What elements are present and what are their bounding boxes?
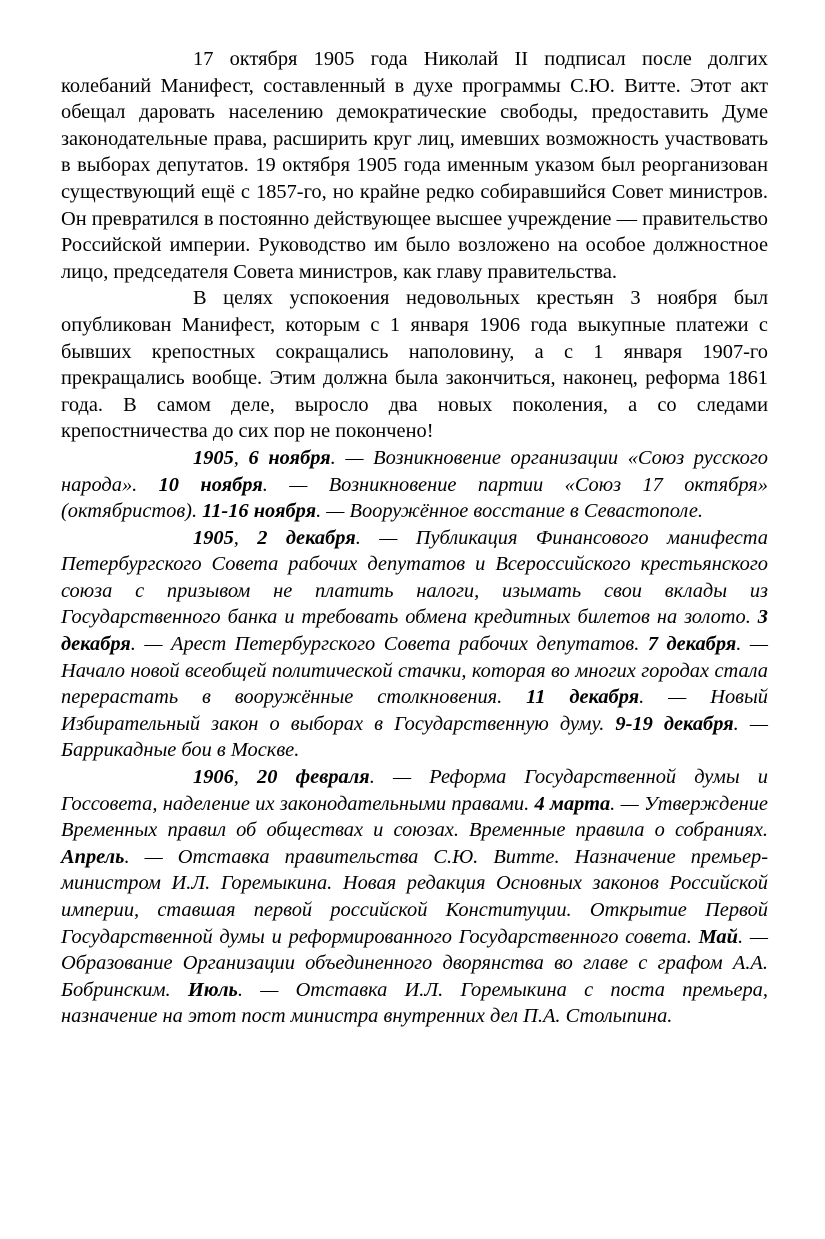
text-run: . — Возникновение организации «Союз русского народа». (61, 446, 768, 496)
text-run: . — Публикация Финансового манифеста Петербургского Совета рабочих депутатов и Всероссийского крестьянского союза с призывом не платить налоги, изымать свои вклады из Государственного банка и требовать обмена кредитных билетов на золото. (61, 526, 768, 629)
text-run: . — Вооружённое восстание в Севастополе. (316, 500, 703, 523)
bold-date-run: Май (698, 925, 738, 948)
text-run: . — Отставка правительства С.Ю. Витте. Назначение премьер-министром И.Л. Горемыкина. Новая редакция Основных законов Российской империи, ставшая первой российской Конституции. Открытие Первой Государственной думы и реформированного Государственного совета. (61, 845, 768, 948)
bold-date-run: 11-16 ноября (202, 500, 317, 523)
bold-date-run: 1906 (193, 766, 234, 789)
text-run: . — Возникновение партии «Союз 17 октября» (октябристов). (61, 473, 768, 523)
document-page (61, 46, 768, 1030)
text-run: . — Реформа Государственной думы и Госсовета, наделение их законодательными правами. (61, 766, 768, 815)
bold-date-run: 20 февраля (257, 766, 370, 789)
text-run: . — Утверждение Временных правил об обществах и союзах. Временные правила о собраниях. (61, 792, 768, 842)
text-run: , (233, 446, 249, 469)
text-run: . — Баррикадные бои в Москве. (61, 712, 768, 762)
bold-date-run: 9-19 декабря (615, 712, 734, 735)
bold-date-run: 1905 (193, 446, 234, 469)
bold-date-run: Апрель (61, 845, 125, 868)
text-run: , (233, 526, 258, 549)
paragraph-peasants (61, 285, 768, 445)
chronology-1905-december (61, 525, 768, 764)
text-run: В целях успокоения недовольных крестьян 3 ноября был опубликован Манифест, которым с 1 января 1906 года выкупные платежи с бывших крепостных сокращались наполовину, а с 1 января 1907-го прекращались вообще. Этим должна была закончиться, наконец, реформа 1861 года. В самом деле, выросло два новых поколения, а со следами крепостничества до сих пор не покончено! (61, 287, 768, 443)
bold-date-run: 2 декабря (257, 526, 356, 549)
text-run: , (233, 766, 258, 789)
bold-date-run: 10 ноября (158, 473, 263, 496)
chronology-1905-november (61, 445, 768, 525)
text-run: . — Арест Петербургского Совета рабочих депутатов. (130, 633, 648, 656)
bold-date-run: Июль (187, 978, 238, 1001)
bold-date-run: 3 декабря (61, 606, 768, 656)
text-run: 17 октября 1905 года Николай II подписал после долгих колебаний Манифест, составленный в духе программы С.Ю. Витте. Этот акт обещал даровать населению демократические свободы, предоставить Думе законодательные права, расширить круг лиц, имевших возможность участвовать в выборах депутатов. 19 октября 1905 года именным указом был реорганизован существующий ещё с 1857-го, но крайне редко собиравшийся Совет министров. Он превратился в постоянно действующее высшее учреждение — правительство Российской империи. Руководство им было возложено на особое должностное лицо, председателя Совета министров, как главу правительства. (61, 48, 768, 283)
text-run: . — Отставка И.Л. Горемыкина с поста премьера, назначение на этот пост министра внутренних дел П.А. Столыпина. (61, 978, 768, 1028)
text-run: . — Начало новой всеобщей политической стачки, которая во многих городах стала перерастать в вооружённые столкновения. (61, 633, 769, 709)
paragraph-manifesto (61, 46, 768, 285)
bold-date-run: 1905 (193, 526, 234, 549)
bold-date-run: 7 декабря (647, 633, 737, 656)
bold-date-run: 4 марта (534, 792, 611, 815)
text-run: . — Новый Избирательный закон о выборах в Государственную думу. (61, 686, 768, 735)
chronology-1906 (61, 764, 768, 1030)
bold-date-run: 11 декабря (526, 686, 640, 709)
text-run: . — Образование Организации объединенного дворянства во главе с графом А.А. Бобринским. (61, 925, 768, 1001)
bold-date-run: 6 ноября (248, 446, 331, 469)
